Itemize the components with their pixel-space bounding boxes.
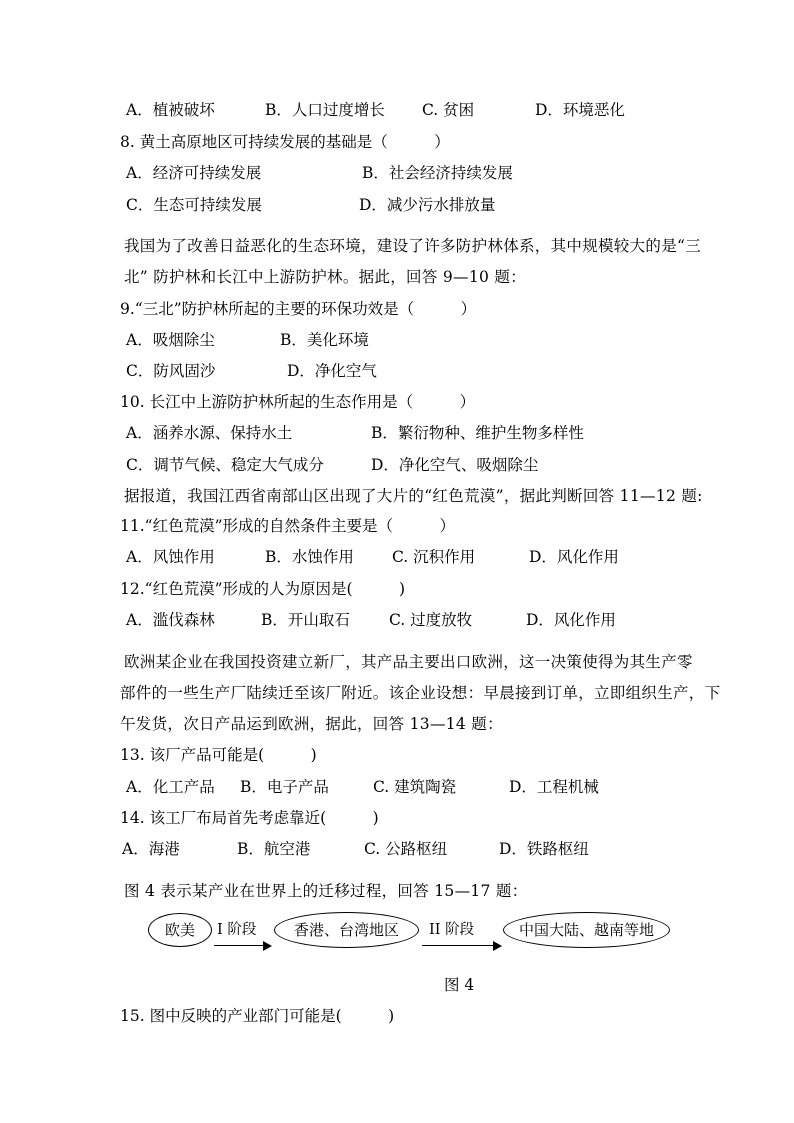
q10-option-a: A．涵养水源、保持水土 bbox=[126, 424, 293, 442]
q9-option-d: D．净化空气 bbox=[287, 362, 377, 380]
q10-option-c: C．调节气候、稳定大气成分 bbox=[126, 456, 324, 474]
q13-stem: 13. 该厂产品可能是( ) bbox=[120, 746, 317, 764]
q11-option-b: B．水蚀作用 bbox=[265, 548, 354, 566]
passage2-line1: 据报道，我国江西省南部山区出现了大片的“红色荒漠”，据此判断回答 11—12 题: bbox=[124, 487, 703, 505]
figure-caption: 图 4 bbox=[444, 976, 475, 994]
q7-option-c: C. 贫困 bbox=[422, 101, 475, 119]
stage1-label: I 阶段 bbox=[217, 922, 257, 938]
q7-option-b: B．人口过度增长 bbox=[265, 101, 385, 119]
q12-option-d: D．风化作用 bbox=[526, 611, 616, 629]
node-mainland-vietnam: 中国大陆、越南等地 bbox=[503, 912, 670, 948]
q9-option-c: C．防风固沙 bbox=[126, 362, 216, 380]
q13-option-c: C. 建筑陶瓷 bbox=[373, 778, 457, 796]
q14-option-a: A．海港 bbox=[122, 840, 180, 858]
q11-option-c: C. 沉积作用 bbox=[392, 548, 476, 566]
passage4-line1: 图 4 表示某产业在世界上的迁移过程，回答 15—17 题： bbox=[124, 882, 528, 900]
stage2-label: II 阶段 bbox=[429, 922, 475, 938]
q10-option-b: B．繁衍物种、维护生物多样性 bbox=[371, 424, 584, 442]
q13-option-b: B．电子产品 bbox=[240, 778, 329, 796]
passage1-line1: 我国为了改善日益恶化的生态环境，建设了许多防护林体系，其中规模较大的是“三 bbox=[124, 237, 702, 255]
q7-option-a: A．植被破坏 bbox=[126, 101, 215, 119]
q9-option-a: A．吸烟除尘 bbox=[126, 331, 215, 349]
q10-stem: 10. 长江中上游防护林所起的生态作用是（ ） bbox=[120, 393, 476, 411]
passage3-line2: 部件的一些生产厂陆续迁至该厂附近。该企业设想：早晨接到订单，立即组织生产，下 bbox=[120, 684, 721, 702]
q11-stem: 11.“红色荒漠”形成的自然条件主要是（ ） bbox=[120, 517, 455, 535]
arrow-stage1 bbox=[214, 945, 270, 946]
q10-option-d: D．净化空气、吸烟除尘 bbox=[371, 456, 539, 474]
q14-option-d: D．铁路枢纽 bbox=[499, 840, 589, 858]
q12-option-b: B．开山取石 bbox=[261, 611, 350, 629]
q7-option-d: D．环境恶化 bbox=[535, 101, 625, 119]
q11-option-d: D．风化作用 bbox=[529, 548, 619, 566]
q12-option-c: C. 过度放牧 bbox=[389, 611, 473, 629]
q8-option-d: D．减少污水排放量 bbox=[359, 196, 496, 214]
q13-option-a: A．化工产品 bbox=[126, 778, 215, 796]
q8-option-a: A．经济可持续发展 bbox=[126, 164, 262, 182]
q8-stem: 8. 黄土高原地区可持续发展的基础是（ ） bbox=[120, 133, 450, 151]
passage3-line3: 午发货，次日产品运到欧洲，据此，回答 13—14 题： bbox=[120, 715, 503, 733]
node-europe-america: 欧美 bbox=[148, 913, 212, 947]
arrow-stage2 bbox=[422, 945, 500, 946]
q14-stem: 14. 该工厂布局首先考虑靠近( ) bbox=[120, 809, 379, 827]
q13-option-d: D．工程机械 bbox=[509, 778, 599, 796]
q9-option-b: B．美化环境 bbox=[280, 331, 369, 349]
q11-option-a: A．风蚀作用 bbox=[126, 548, 215, 566]
passage1-line2: 北” 防护林和长江中上游防护林。据此，回答 9—10 题： bbox=[124, 268, 526, 286]
q12-stem: 12.“红色荒漠”形成的人为原因是( ) bbox=[120, 580, 406, 598]
q9-stem: 9.“三北”防护林所起的主要的环保功效是（ ） bbox=[120, 300, 477, 318]
passage3-line1: 欧洲某企业在我国投资建立新厂，其产品主要出口欧洲，这一决策使得为其生产零 bbox=[124, 653, 693, 671]
q15-stem: 15. 图中反映的产业部门可能是( ) bbox=[120, 1007, 395, 1025]
q8-option-c: C．生态可持续发展 bbox=[126, 196, 262, 214]
q8-option-b: B．社会经济持续发展 bbox=[362, 164, 513, 182]
node-hongkong-taiwan: 香港、台湾地区 bbox=[274, 912, 419, 948]
q12-option-a: A．滥伐森林 bbox=[126, 611, 215, 629]
q14-option-c: C. 公路枢纽 bbox=[364, 840, 448, 858]
q14-option-b: B．航空港 bbox=[237, 840, 311, 858]
